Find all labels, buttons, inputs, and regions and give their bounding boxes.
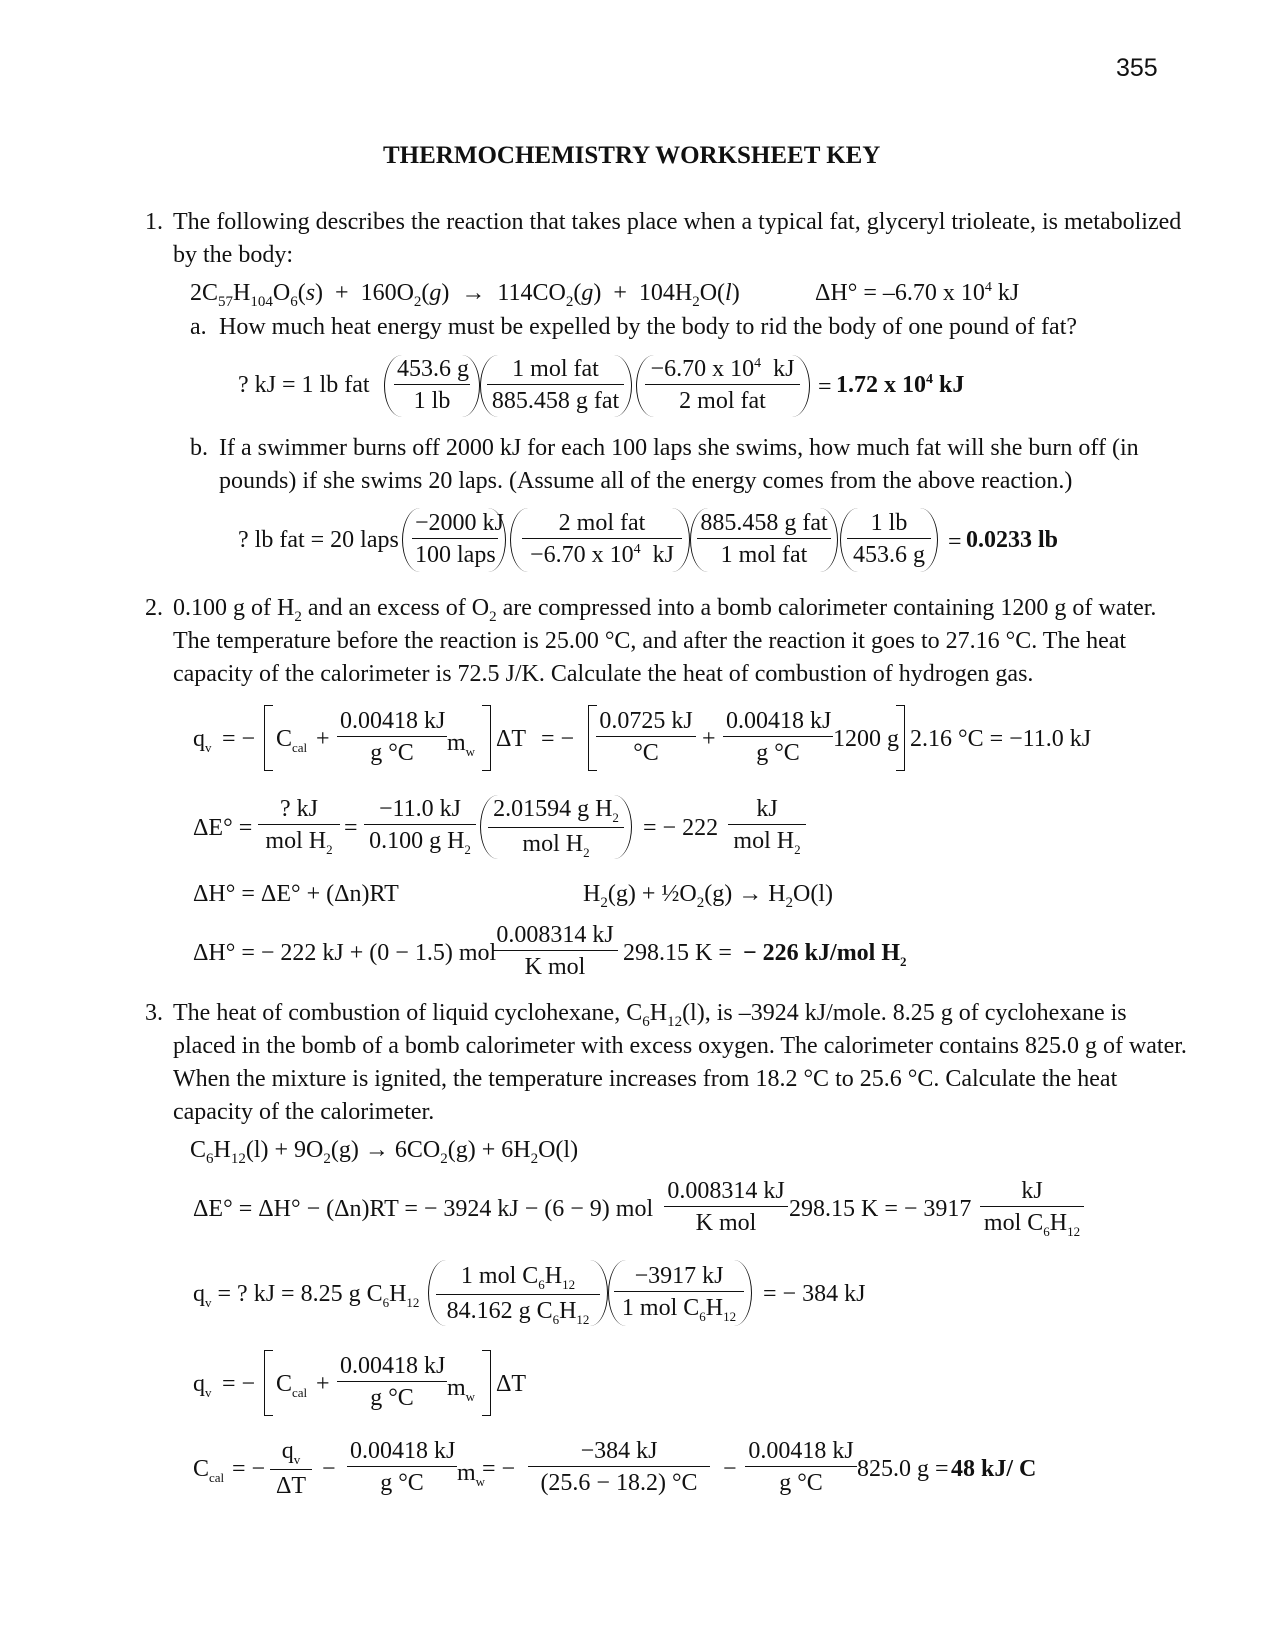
q3-qv-f1d-s12: 12 xyxy=(576,1311,590,1327)
q3-ccal-lhs xyxy=(193,1457,224,1484)
q2-f3-den: g °C xyxy=(756,740,800,766)
q3-mw-m: m xyxy=(447,1375,466,1401)
q1b-text: If a swimmer burns off 2000 kJ for each 100 laps she swims, how much fat will she burn off (in xyxy=(219,435,1139,461)
q3-de-unit-sub12: 12 xyxy=(1067,1223,1081,1239)
q2-reaction xyxy=(583,882,833,911)
q2-mw-m: m xyxy=(447,730,466,756)
q1a-factor-3 xyxy=(645,357,800,413)
q3-ccal-mw-sub: w xyxy=(475,1473,486,1489)
q2-text-c: are compressed into a bomb calorimeter containing 1200 g of water. xyxy=(496,595,1157,621)
q1a-answer xyxy=(836,373,964,397)
q3-qv-f2-num: −3917 kJ xyxy=(614,1264,744,1292)
q3-ccal-mass: 825.0 g = xyxy=(857,1456,949,1482)
q3-de-unit-den: mol C xyxy=(983,1210,1044,1236)
q1-text-2: by the body: xyxy=(173,242,293,268)
q2-de-result: = − 222 xyxy=(643,815,719,841)
q2-result-1: 2.16 °C = −11.0 kJ xyxy=(910,726,1092,752)
q3-rxn-b: (g) → 6CO xyxy=(330,1137,441,1163)
q1b-f2-den: −6.70 x 10 xyxy=(530,542,634,568)
q2-dh-temp: 298.15 K = xyxy=(623,940,732,966)
q2-f2-num: 0.0725 kJ xyxy=(596,709,696,737)
q3-number: 3. xyxy=(145,1000,163,1026)
q2-mw xyxy=(447,731,475,758)
q3-text-a: The heat of combustion of liquid cyclohexane, C xyxy=(173,1000,643,1026)
q2-de-f2-num: −11.0 kJ xyxy=(364,797,476,825)
q3-fraction-1 xyxy=(337,1354,447,1410)
q2-text-2: The temperature before the reaction is 25.00 °C, and after the reaction it goes to 27.16 °C. The heat xyxy=(173,628,1127,654)
q2-dh-answer xyxy=(743,941,907,968)
q2-de-unit-fraction xyxy=(728,797,806,856)
q2-rxn-sub-c: 2 xyxy=(785,894,794,911)
q3-text-c: (l), is –3924 kJ/mole. 8.25 g of cyclohexane is xyxy=(682,1000,1127,1026)
q2-fraction-1 xyxy=(337,709,447,765)
page-number: 355 xyxy=(1116,54,1158,82)
q1a-lhs: ? kJ = 1 lb fat xyxy=(238,372,370,398)
q2-dh-ans: − 226 kJ/mol H xyxy=(743,940,901,966)
q1b-f2-num: 2 mol fat xyxy=(522,511,682,539)
q1-dh-exp: 4 xyxy=(984,280,992,295)
q1b-lhs: ? lb fat = 20 laps xyxy=(238,527,399,553)
q3-qv-lhs: = ? kJ = 8.25 g C xyxy=(211,1281,383,1307)
q3-ccal-f4-den: g °C xyxy=(779,1470,823,1496)
q3-rxn-d: O(l) xyxy=(538,1137,579,1163)
q2-rxn-b: (g) + ½O xyxy=(607,881,697,907)
q3-ccal-fraction-2 xyxy=(347,1439,457,1495)
q1a-f3-den: 2 mol fat xyxy=(679,388,766,414)
q1b-f4-num: 1 lb xyxy=(847,511,931,539)
q1b-f3-num: 885.458 g fat xyxy=(697,511,831,539)
q3-ccal-c: C xyxy=(276,1371,293,1397)
q3-ccal-minus: − xyxy=(322,1456,336,1482)
q2-fraction-3 xyxy=(723,709,833,765)
q1b-text-2: pounds) if she swims 20 laps. (Assume all of the energy comes from the above reaction.) xyxy=(219,468,1073,494)
q3-de-temp: 298.15 K = − 3917 xyxy=(789,1196,972,1222)
q1a-answer-value: 1.72 x 10 xyxy=(836,372,926,398)
q2-text-b: and an excess of O xyxy=(301,595,490,621)
q1a-factor-1 xyxy=(394,357,470,413)
q2-text-a: 0.100 g of H xyxy=(173,595,295,621)
q3-qv-f2-s6: 6 xyxy=(699,1308,706,1324)
q1b-answer: 0.0233 lb xyxy=(966,527,1059,553)
q2-bracket-left-1 xyxy=(264,705,273,771)
q3-qv-f1-den: 84.162 g C xyxy=(446,1297,553,1324)
q3-ccal-lhs-sub: cal xyxy=(209,1469,225,1485)
q2-fraction-2 xyxy=(596,709,696,765)
q3-ccal-answer: 48 kJ/ C xyxy=(951,1456,1037,1482)
q2-qv xyxy=(193,727,212,754)
q1b-f1-den: 100 laps xyxy=(415,542,496,568)
q3-sub-6: 6 xyxy=(642,1013,650,1030)
q2-de-f1-num: ? kJ xyxy=(258,797,340,825)
q1a-equals: = xyxy=(818,374,832,400)
q2-qv-q: q xyxy=(193,726,205,752)
q2-rxn-d: O(l) xyxy=(793,881,834,907)
q2-bracket-right-1 xyxy=(482,705,491,771)
q3-qv-f1-num: 1 mol C xyxy=(460,1263,539,1289)
q2-de-fraction-3 xyxy=(488,797,624,859)
q1b-f4-den: 453.6 g xyxy=(853,542,925,568)
q2-de-fraction-1 xyxy=(258,797,340,856)
q1a-f2-den: 885.458 g fat xyxy=(491,388,620,414)
q3-qv2-sub: v xyxy=(205,1384,212,1400)
q2-plus-1: + xyxy=(316,726,330,752)
q3-ccal-lhs-c: C xyxy=(193,1456,210,1482)
q3-qv-f1-s12: 12 xyxy=(562,1276,576,1292)
q1a-label: a. xyxy=(190,314,207,340)
q3-de-unit: kJ mol $C_6H_{12}$ xyxy=(980,1179,1084,1238)
q2-de-f2-sub: 2 xyxy=(464,841,471,857)
q3-qv-f2-den: 1 mol C xyxy=(621,1295,700,1321)
q3-de-den: K mol xyxy=(695,1210,757,1236)
q1b-factor-2 xyxy=(522,511,682,567)
q2-ccal xyxy=(276,727,307,754)
q3-ccal-f2-den: g °C xyxy=(380,1470,424,1496)
q3-ccal-f3-den: (25.6 − 18.2) °C xyxy=(540,1470,698,1496)
q2-de-f1-sub: 2 xyxy=(326,841,333,857)
q2-de-f3-num: 2.01594 g H xyxy=(493,796,613,822)
q2-dh-num: 0.008314 kJ xyxy=(492,923,618,951)
q1a-f2-num: 1 mol fat xyxy=(487,357,624,385)
q3-ccal-f1-sub: v xyxy=(293,1451,301,1467)
q3-qv-sub12: 12 xyxy=(406,1294,420,1310)
q3-qv2-q: q xyxy=(193,1371,205,1397)
q3-rxn-c: (g) + 6H xyxy=(447,1137,531,1163)
q2-text xyxy=(173,596,1156,625)
q3-delta-t: ΔT xyxy=(496,1371,527,1397)
q3-ccal-f1-den: ΔT xyxy=(275,1472,307,1499)
q2-de-f3-den-sub: 2 xyxy=(583,844,590,860)
q2-ccal-sub: cal xyxy=(292,739,308,755)
q3-qv2-eq: = − xyxy=(222,1371,256,1397)
q2-de-f1-den: mol H xyxy=(265,828,327,854)
q1a-answer-unit: kJ xyxy=(939,372,965,398)
q2-dh-ans-sub: 2 xyxy=(900,953,907,969)
q2-ccal-c: C xyxy=(276,726,293,752)
q3-rxn-sub-12: 12 xyxy=(230,1150,246,1167)
q3-ccal-f3-num: −384 kJ xyxy=(528,1439,710,1467)
q3-ccal-f1-num: q xyxy=(281,1438,294,1464)
q2-bracket-right-2 xyxy=(896,705,905,771)
q1a-text: How much heat energy must be expelled by the body to rid the body of one pound of fat? xyxy=(219,314,1078,340)
q1b-equals: = xyxy=(948,529,962,555)
q1b-factor-1 xyxy=(412,510,504,568)
q2-de-lhs: ΔE° = xyxy=(193,815,253,841)
q1b-f3-den: 1 mol fat xyxy=(720,542,808,568)
q2-rxn-sub-b: 2 xyxy=(696,894,705,911)
q1-equation: $2C_{57}H_{104}O_6(s) + 160O_2(g) \to 114CO_2(g) + 104H_2O(l)$ xyxy=(190,280,740,310)
q1b-f1-num: −2000 kJ xyxy=(412,511,498,539)
q1a-f3-exp: 4 xyxy=(754,356,762,371)
q3-ccal-fraction-3 xyxy=(528,1439,710,1495)
q3-rxn-sub-2a: 2 xyxy=(323,1150,331,1167)
q3-mw xyxy=(447,1376,475,1403)
q1b-f2-unit: kJ xyxy=(652,542,674,568)
q2-delta-t: ΔT xyxy=(496,726,527,752)
q3-rxn-sub-6: 6 xyxy=(206,1150,214,1167)
q2-f1-num: 0.00418 kJ xyxy=(337,709,447,737)
q3-rxn-sub-2c: 2 xyxy=(530,1150,539,1167)
q2-de-f4-sub: 2 xyxy=(794,841,801,857)
q2-f2-den: °C xyxy=(633,740,659,766)
q1a-factor-2 xyxy=(487,357,624,413)
q2-dh-fraction xyxy=(492,923,618,979)
q1a-f1-den: 1 lb xyxy=(413,388,451,414)
q3-qv-fraction-2: −3917 kJ 1 mol $C_6H_{12}$ xyxy=(614,1264,744,1323)
q1-text: The following describes the reaction that takes place when a typical fat, glyceryl trioleate, is metabolized xyxy=(173,209,1182,235)
q3-qv-sub6: 6 xyxy=(382,1294,390,1310)
q3-qv2 xyxy=(193,1372,212,1399)
q3-bracket-left xyxy=(264,1350,273,1416)
q3-ccal-fraction-4 xyxy=(745,1439,857,1495)
q2-dh-den: K mol xyxy=(524,954,586,980)
q1b-f2-exp: 4 xyxy=(633,542,641,557)
q3-mw-sub: w xyxy=(465,1388,476,1404)
q2-qv-sub: v xyxy=(205,739,212,755)
q1b-factor-3 xyxy=(697,511,831,567)
q3-text xyxy=(173,1001,1127,1030)
q3-qv-fraction-1: 1 mol $C_6H_{12}$ 84.162 g $C_6H_{12}$ xyxy=(436,1264,600,1326)
q3-sub-12: 12 xyxy=(667,1013,683,1030)
q2-number: 2. xyxy=(145,595,163,621)
q3-rxn-a: (l) + 9O xyxy=(245,1137,324,1163)
q3-qv-f1d-s6: 6 xyxy=(552,1311,560,1327)
q3-text-2: placed in the bomb of a bomb calorimeter with excess oxygen. The calorimeter contains 825.0 g of water. xyxy=(173,1033,1187,1059)
q2-sub-b: 2 xyxy=(489,608,497,625)
q3-reaction: $C_6H_{12}(l) + 9O_2(g) \to 6CO_2(g) + 6H_2O(l)$ xyxy=(190,1137,579,1167)
q1b-label: b. xyxy=(190,435,208,461)
q3-de-unit-sub6: 6 xyxy=(1043,1223,1050,1239)
q3-rxn-sub-2b: 2 xyxy=(440,1150,448,1167)
q2-rxn-c: (g) → H xyxy=(704,881,786,907)
q2-de-eq: = xyxy=(344,815,358,841)
q3-qv-result: = − 384 kJ xyxy=(763,1281,866,1307)
q2-de-f4-den: mol H xyxy=(733,828,795,854)
q3-text-b: H xyxy=(649,1000,668,1026)
q1-dh-text: ΔH° = –6.70 x 10 xyxy=(815,280,985,306)
q2-de-fraction-2 xyxy=(364,797,476,856)
q1a-f1-num: 453.6 g xyxy=(394,357,470,385)
q2-mass: 1200 g xyxy=(833,726,899,752)
q2-f1-den: g °C xyxy=(370,740,414,766)
q2-plus-2: + xyxy=(702,726,716,752)
q3-ccal-fraction-1 xyxy=(270,1439,312,1498)
q3-text-3: When the mixture is ignited, the temperature increases from 18.2 °C to 25.6 °C. Calculate the heat xyxy=(173,1066,1118,1092)
q2-text-3: capacity of the calorimeter is 72.5 J/K. Calculate the heat of combustion of hydrogen gas. xyxy=(173,661,1034,687)
q3-de-fraction xyxy=(664,1179,788,1235)
q2-dh-calc: ΔH° = − 222 kJ + (0 − 1.5) mol xyxy=(193,940,497,966)
q2-eq-minus: = − xyxy=(222,726,256,752)
q3-ccal-mw xyxy=(457,1461,485,1488)
q1-dh-unit: kJ xyxy=(997,280,1020,306)
q1-number: 1. xyxy=(145,209,163,235)
q2-eq-minus-2: = − xyxy=(541,726,575,752)
q3-de-line: ΔE° = ΔH° − (Δn)RT = − 3924 kJ − (6 − 9) mol xyxy=(193,1196,654,1222)
q1a-f3-unit: kJ xyxy=(773,356,795,382)
q1b-factor-4 xyxy=(847,511,931,567)
q3-f1-num: 0.00418 kJ xyxy=(337,1354,447,1382)
q3-text-4: capacity of the calorimeter. xyxy=(173,1099,435,1125)
q2-mw-sub: w xyxy=(465,743,476,759)
q3-qv-f1-s6: 6 xyxy=(538,1276,545,1292)
q2-f3-num: 0.00418 kJ xyxy=(723,709,833,737)
q2-de-f4-num: kJ xyxy=(728,797,806,825)
q2-de-f3-den: mol H xyxy=(522,830,584,857)
q3-ccal-mw-eq: = − xyxy=(482,1456,516,1482)
q3-de-num: 0.008314 kJ xyxy=(664,1179,788,1207)
q2-de-f2-den: 0.100 g H xyxy=(369,828,465,854)
q1-delta-h xyxy=(815,281,1019,305)
q3-plus: + xyxy=(316,1371,330,1397)
q3-qv-sub: v xyxy=(205,1294,212,1310)
q3-bracket-right xyxy=(482,1350,491,1416)
q3-ccal-eq: = − xyxy=(232,1456,266,1482)
q3-ccal xyxy=(276,1372,307,1399)
q3-qv: $q_v$ = ? kJ = 8.25 g $C_6H_{12}$ xyxy=(193,1281,420,1310)
q3-qv-f2-s12: 12 xyxy=(723,1308,737,1324)
q3-ccal-f2-num: 0.00418 kJ xyxy=(347,1439,457,1467)
q3-ccal-sub: cal xyxy=(292,1384,308,1400)
q3-de-unit-num: kJ xyxy=(980,1179,1084,1207)
q2-de-f3-sub: 2 xyxy=(612,809,619,825)
q1a-f3-num: −6.70 x 10 xyxy=(650,356,755,382)
q2-rxn-a: H xyxy=(583,881,601,907)
q3-f1-den: g °C xyxy=(370,1385,414,1411)
q3-ccal-f4-num: 0.00418 kJ xyxy=(745,1439,857,1467)
page-title: THERMOCHEMISTRY WORKSHEET KEY xyxy=(383,142,881,169)
q2-sub-a: 2 xyxy=(294,608,302,625)
q3-ccal-mw-m: m xyxy=(457,1460,476,1486)
q2-rxn-sub-a: 2 xyxy=(600,894,608,911)
q3-ccal-minus-2: − xyxy=(723,1456,737,1482)
q2-dh-relation: ΔH° = ΔE° + (Δn)RT xyxy=(193,881,399,907)
q1a-answer-exp: 4 xyxy=(926,372,933,387)
